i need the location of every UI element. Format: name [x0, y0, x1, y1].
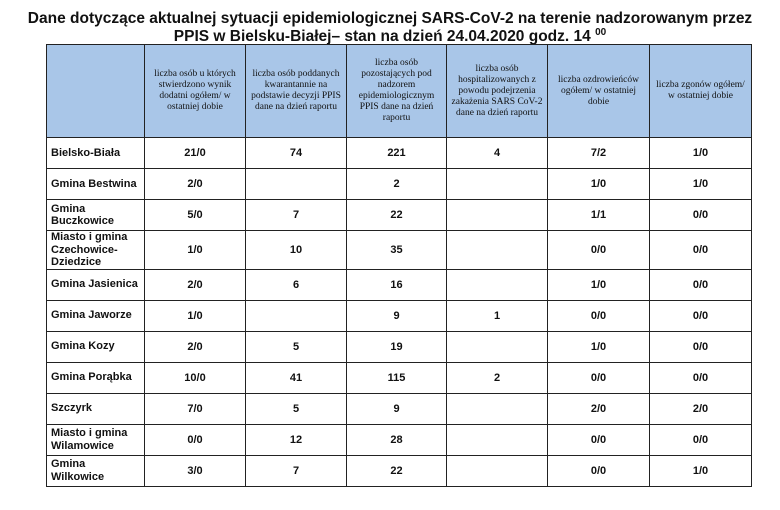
table-row — [47, 269, 752, 300]
hospitalized-cell — [447, 331, 548, 362]
document-title — [0, 10, 780, 46]
hospitalized-cell — [447, 231, 548, 270]
header-quarantined: liczba osób poddanych kwarantannie na podstawie decyzji PPIS dane na dzień raportu — [246, 45, 347, 138]
supervision-cell: 16 — [347, 269, 447, 300]
supervision-cell: 19 — [347, 331, 447, 362]
positive-cell: 7/0 — [145, 393, 246, 424]
supervision-cell: 35 — [347, 231, 447, 270]
header-deaths: liczba zgonów ogółem/ w ostatniej dobie — [650, 45, 752, 138]
recovered-cell: 0/0 — [548, 424, 650, 455]
supervision-cell: 22 — [347, 455, 447, 486]
title-line-1: Dane dotyczące aktualnej sytuacji epidemiologicznej SARS-CoV-2 na terenie nadzorowanym przez — [27, 10, 753, 27]
recovered-cell: 1/1 — [548, 200, 650, 231]
municipality-cell: Gmina Jaworze — [47, 300, 145, 331]
positive-cell: 3/0 — [145, 455, 246, 486]
municipality-cell: Gmina Buczkowice — [47, 200, 145, 231]
positive-cell: 5/0 — [145, 200, 246, 231]
municipality-cell: Gmina Jasienica — [47, 269, 145, 300]
deaths-cell: 0/0 — [650, 362, 752, 393]
quarantine-cell: 12 — [246, 424, 347, 455]
deaths-cell: 1/0 — [650, 455, 752, 486]
quarantine-cell — [246, 169, 347, 200]
positive-cell: 10/0 — [145, 362, 246, 393]
hospitalized-cell: 1 — [447, 300, 548, 331]
recovered-cell: 0/0 — [548, 231, 650, 270]
recovered-cell: 0/0 — [548, 362, 650, 393]
hospitalized-cell: 2 — [447, 362, 548, 393]
hospitalized-cell — [447, 200, 548, 231]
recovered-cell: 1/0 — [548, 269, 650, 300]
header-under-supervision: liczba osób pozostających pod nadzorem epidemiologicznym PPIS dane na dzień raportu — [347, 45, 447, 138]
table-row — [47, 424, 752, 455]
positive-cell: 0/0 — [145, 424, 246, 455]
supervision-cell: 115 — [347, 362, 447, 393]
deaths-cell: 0/0 — [650, 231, 752, 270]
quarantine-cell: 74 — [246, 138, 347, 169]
title-hour-superscript: 00 — [595, 26, 607, 38]
deaths-cell: 1/0 — [650, 138, 752, 169]
municipality-cell: Miasto i gmina Wilamowice — [47, 424, 145, 455]
municipality-cell: Bielsko-Biała — [47, 138, 145, 169]
header-positive-cases: liczba osób u których stwierdzono wynik dodatni ogółem/ w ostatniej dobie — [145, 45, 246, 138]
positive-cell: 1/0 — [145, 300, 246, 331]
deaths-cell: 0/0 — [650, 300, 752, 331]
table-row — [47, 231, 752, 270]
supervision-cell: 9 — [347, 300, 447, 331]
table-row — [47, 331, 752, 362]
positive-cell: 2/0 — [145, 169, 246, 200]
recovered-cell: 2/0 — [548, 393, 650, 424]
quarantine-cell: 5 — [246, 331, 347, 362]
header-hospitalized: liczba osób hospitalizowanych z powodu podejrzenia zakażenia SARS CoV-2 dane na dzień raportu — [447, 45, 548, 138]
deaths-cell: 0/0 — [650, 200, 752, 231]
recovered-cell: 0/0 — [548, 300, 650, 331]
quarantine-cell: 5 — [246, 393, 347, 424]
table-row — [47, 362, 752, 393]
supervision-cell: 2 — [347, 169, 447, 200]
quarantine-cell — [246, 300, 347, 331]
supervision-cell: 28 — [347, 424, 447, 455]
recovered-cell: 1/0 — [548, 169, 650, 200]
header-municipality — [47, 45, 145, 138]
municipality-cell: Gmina Porąbka — [47, 362, 145, 393]
deaths-cell: 0/0 — [650, 331, 752, 362]
supervision-cell: 9 — [347, 393, 447, 424]
municipality-cell: Gmina Kozy — [47, 331, 145, 362]
positive-cell: 2/0 — [145, 269, 246, 300]
hospitalized-cell — [447, 455, 548, 486]
table-row — [47, 169, 752, 200]
quarantine-cell: 6 — [246, 269, 347, 300]
deaths-cell: 2/0 — [650, 393, 752, 424]
header-recovered: liczba ozdrowieńców ogółem/ w ostatniej dobie — [548, 45, 650, 138]
hospitalized-cell — [447, 424, 548, 455]
recovered-cell: 1/0 — [548, 331, 650, 362]
municipality-cell: Miasto i gmina Czechowice-Dziedzice — [47, 231, 145, 270]
hospitalized-cell — [447, 393, 548, 424]
hospitalized-cell — [447, 269, 548, 300]
quarantine-cell: 41 — [246, 362, 347, 393]
recovered-cell: 0/0 — [548, 455, 650, 486]
hospitalized-cell: 4 — [447, 138, 548, 169]
positive-cell: 1/0 — [145, 231, 246, 270]
hospitalized-cell — [447, 169, 548, 200]
municipality-cell: Gmina Wilkowice — [47, 455, 145, 486]
deaths-cell: 0/0 — [650, 424, 752, 455]
supervision-cell: 22 — [347, 200, 447, 231]
deaths-cell: 1/0 — [650, 169, 752, 200]
table-header-row — [47, 45, 752, 138]
table-row — [47, 200, 752, 231]
quarantine-cell: 7 — [246, 455, 347, 486]
title-line-2-text: PPIS w Bielsku-Białej– stan na dzień 24.04.2020 godz. 14 — [173, 28, 591, 45]
table-row — [47, 138, 752, 169]
positive-cell: 2/0 — [145, 331, 246, 362]
epidemiological-data-table — [46, 44, 752, 487]
municipality-cell: Gmina Bestwina — [47, 169, 145, 200]
supervision-cell: 221 — [347, 138, 447, 169]
recovered-cell: 7/2 — [548, 138, 650, 169]
quarantine-cell: 10 — [246, 231, 347, 270]
municipality-cell: Szczyrk — [47, 393, 145, 424]
table-row — [47, 393, 752, 424]
quarantine-cell: 7 — [246, 200, 347, 231]
table-row — [47, 300, 752, 331]
table-row — [47, 455, 752, 486]
positive-cell: 21/0 — [145, 138, 246, 169]
deaths-cell: 0/0 — [650, 269, 752, 300]
